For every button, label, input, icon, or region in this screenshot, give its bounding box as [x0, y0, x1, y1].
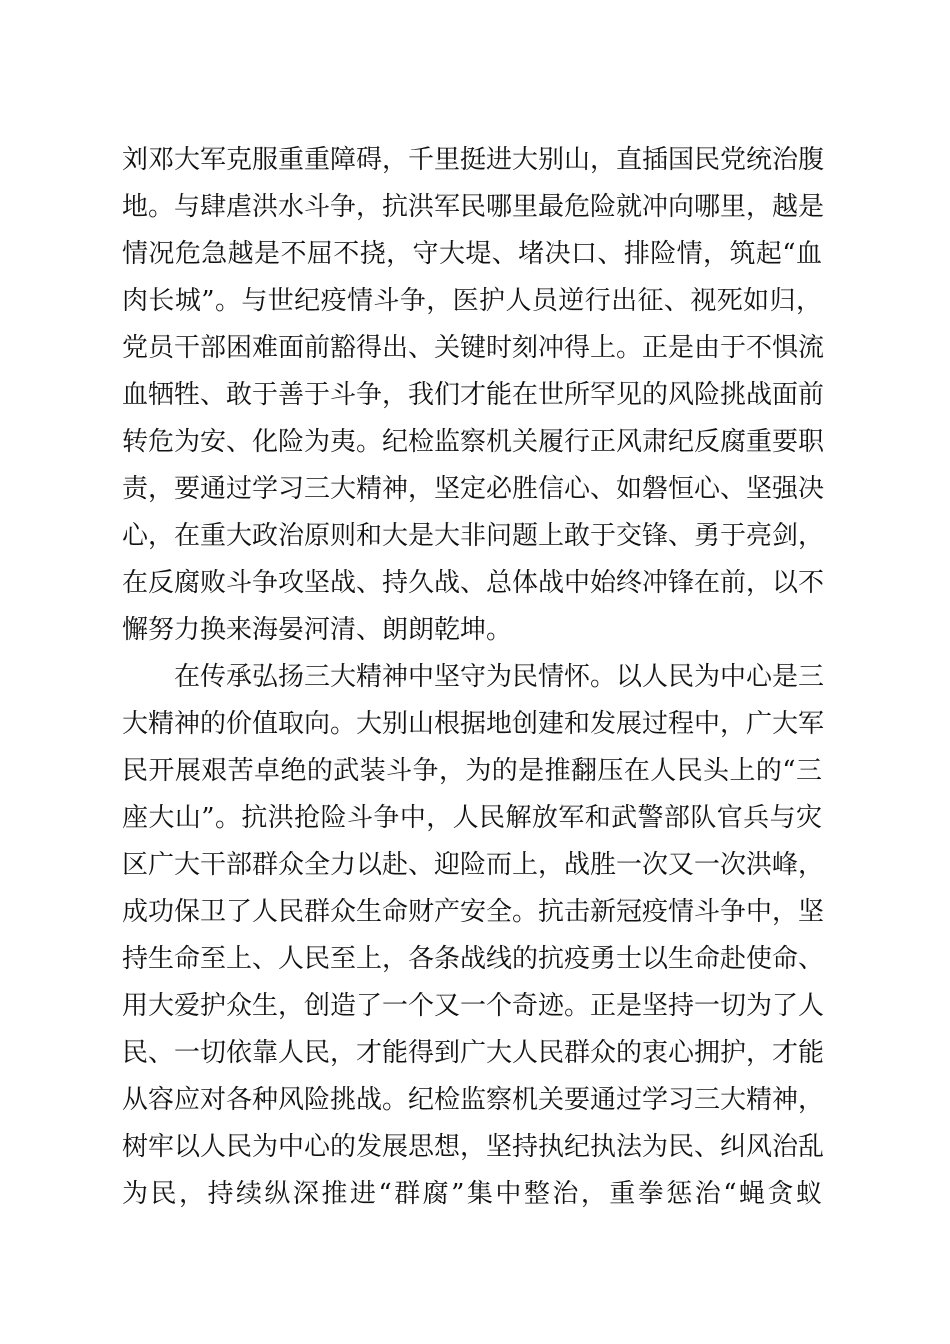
text-line: 用大爱护众生，创造了一个又一个奇迹。正是坚持一切为了人	[122, 991, 825, 1021]
text-line: 责，要通过学习三大精神，坚定必胜信心、如磐恒心、坚强决	[122, 474, 825, 504]
text-line: 懈努力换来海晏河清、朗朗乾坤。	[122, 615, 513, 645]
text-line: 转危为安、化险为夷。纪检监察机关履行正风肃纪反腐重要职	[122, 427, 825, 457]
paragraph-first-line: 在传承弘扬三大精神中坚守为民情怀。以人民为中心是三	[174, 662, 825, 692]
text-line: 血牺牲、敢于善于斗争，我们才能在世所罕见的风险挑战面前	[122, 380, 825, 410]
text-line: 民、一切依靠人民，才能得到广大人民群众的衷心拥护，才能	[122, 1038, 825, 1068]
text-line: 民开展艰苦卓绝的武装斗争，为的是推翻压在人民头上的“三	[122, 756, 822, 786]
text-line: 情况危急越是不屈不挠，守大堤、堵决口、排险情，筑起“血	[122, 239, 822, 269]
text-line: 心，在重大政治原则和大是大非问题上敢于交锋、勇于亮剑，	[122, 521, 825, 551]
text-line: 区广大干部群众全力以赴、迎险而上，战胜一次又一次洪峰，	[122, 850, 825, 880]
text-line: 成功保卫了人民群众生命财产安全。抗击新冠疫情斗争中，坚	[122, 897, 825, 927]
text-line: 地。与肆虐洪水斗争，抗洪军民哪里最危险就冲向哪里，越是	[122, 192, 825, 222]
text-line: 肉长城”。与世纪疫情斗争，医护人员逆行出征、视死如归，	[122, 286, 822, 316]
text-line: 大精神的价值取向。大别山根据地创建和发展过程中，广大军	[122, 709, 825, 739]
text-line: 树牢以人民为中心的发展思想，坚持执纪执法为民、纠风治乱	[122, 1132, 825, 1162]
text-line: 在反腐败斗争攻坚战、持久战、总体战中始终冲锋在前，以不	[122, 568, 825, 598]
text-line: 座大山”。抗洪抢险斗争中，人民解放军和武警部队官兵与灾	[122, 803, 822, 833]
text-line: 党员干部困难面前豁得出、关键时刻冲得上。正是由于不惧流	[122, 333, 825, 363]
text-line: 持生命至上、人民至上，各条战线的抗疫勇士以生命赴使命、	[122, 944, 825, 974]
text-line: 刘邓大军克服重重障碍，千里挺进大别山，直插国民党统治腹	[122, 145, 825, 175]
text-line: 为民，持续纵深推进“群腐”集中整治，重拳惩治“蝇贪蚁	[122, 1179, 822, 1209]
text-line: 从容应对各种风险挑战。纪检监察机关要通过学习三大精神，	[122, 1085, 825, 1115]
